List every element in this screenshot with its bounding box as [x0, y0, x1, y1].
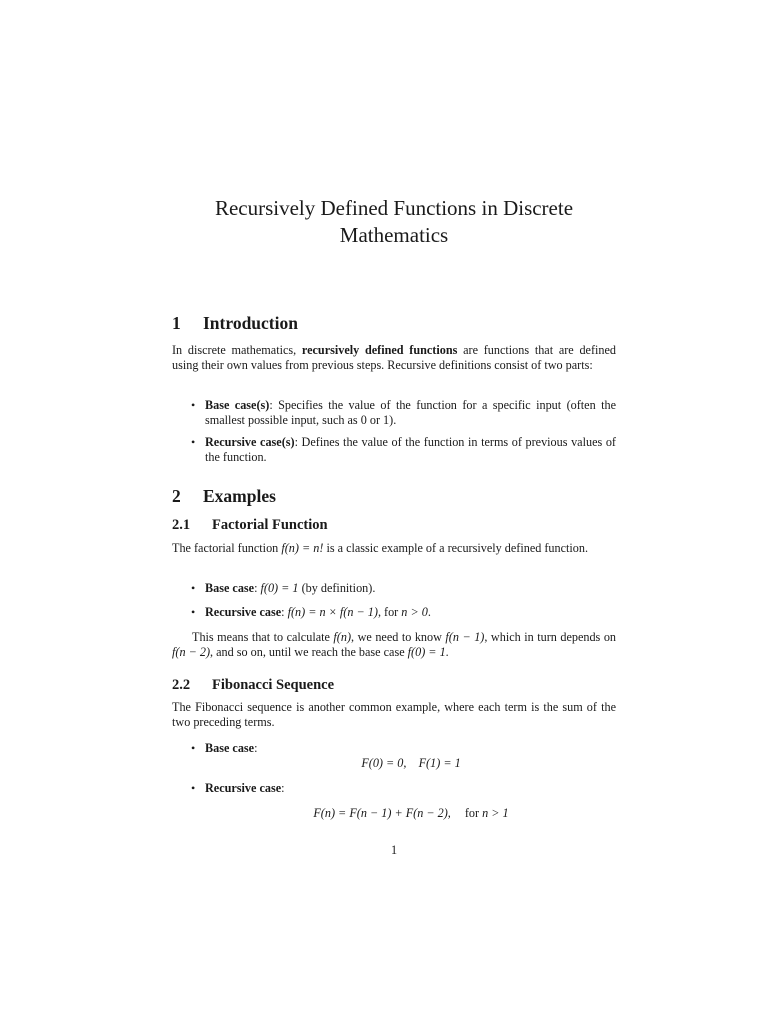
text: : [254, 581, 261, 595]
math-inline: n > 1 [482, 806, 509, 820]
subsection-number: 2.2 [172, 677, 191, 693]
math-inline: f(n − 1) [445, 630, 485, 644]
subsection-title: Factorial Function [212, 517, 328, 533]
text: . [445, 644, 449, 659]
text: , which in turn depends on [484, 630, 617, 644]
math-inline: n > 0 [401, 605, 428, 619]
fibonacci-base-equation [189, 756, 633, 771]
item-bold-label: Recursive case [205, 605, 282, 619]
page-number: 1 [390, 843, 398, 857]
bullet: • [191, 781, 196, 795]
item-bold-label: Base case(s) [205, 398, 270, 412]
text: , we need to know [351, 630, 446, 644]
factorial-intro-paragraph [172, 541, 616, 556]
math-inline: f(n) = n × f(n − 1) [287, 605, 378, 619]
subsection-factorial-heading [172, 516, 328, 534]
list-item-base-cases [191, 398, 617, 427]
math-inline: f(n − 2) [172, 644, 211, 659]
text: is a classic example of a recursively defined function. [323, 541, 589, 555]
bullet: • [191, 605, 196, 619]
math-inline: f(n) [333, 630, 352, 644]
math-display: F(0) = 0, F(1) = 1 [361, 756, 461, 770]
section-number: 1 [172, 313, 181, 333]
item-text: : Specifies the value of the function for a specific input (often the smallest possible input, such as 0 or 1). [205, 398, 617, 427]
section-introduction-heading [172, 312, 298, 334]
text: (by definition). [298, 581, 376, 595]
subsection-fibonacci-heading [172, 676, 334, 694]
bullet: • [191, 435, 196, 449]
text: : [281, 781, 285, 795]
section-title: Introduction [203, 313, 298, 333]
text: , and so on, until we reach the base case [210, 644, 408, 659]
factorial-base-case-item [191, 581, 616, 596]
intro-text-end: are functions that are defined using their own values from previous steps. Recursive definitions consist of two parts: [172, 343, 616, 372]
subsection-title: Fibonacci Sequence [212, 677, 335, 693]
item-bold-label: Recursive case(s) [205, 435, 295, 449]
fibonacci-recursive-equation [189, 806, 633, 821]
text: . [427, 605, 431, 619]
math-inline: f(n) = n! [281, 541, 324, 555]
text: : [281, 605, 288, 619]
title-line-2: Mathematics [339, 223, 449, 247]
list-item-recursive-cases [191, 435, 616, 464]
fibonacci-intro-paragraph: The Fibonacci sequence is another common example, where each term is the sum of the two preceding terms. [172, 700, 616, 729]
text: The factorial function [172, 541, 282, 555]
section-title: Examples [203, 486, 276, 506]
title-line-1: Recursively Defined Functions in Discrete [214, 196, 574, 220]
bullet: • [191, 398, 196, 412]
text: : [254, 741, 258, 755]
fibonacci-base-case-item [191, 741, 616, 756]
bullet: • [191, 581, 196, 595]
subsection-number: 2.1 [172, 517, 191, 533]
text: for [464, 806, 483, 820]
item-text: : Defines the value of the function in terms of previous values of the function. [205, 435, 616, 464]
item-bold-label: Base case [205, 741, 255, 755]
math-inline: f(0) = 1 [260, 581, 299, 595]
item-bold-label: Base case [205, 581, 255, 595]
intro-text-start: In discrete mathematics, [172, 343, 302, 357]
fibonacci-recursive-case-item [191, 781, 616, 796]
section-number: 2 [172, 486, 181, 506]
text: This means that to calculate [192, 630, 334, 644]
factorial-explanation-paragraph [172, 630, 616, 659]
item-bold-label: Recursive case [205, 781, 282, 795]
intro-bold-term: recursively defined functions [301, 343, 458, 357]
bullet: • [191, 741, 196, 755]
factorial-recursive-case-item [191, 605, 616, 620]
intro-paragraph [172, 343, 616, 372]
section-examples-heading [172, 485, 276, 507]
text: , for [377, 605, 402, 619]
math-display: F(n) = F(n − 1) + F(n − 2), [313, 806, 451, 820]
document-title [172, 195, 616, 249]
math-inline: f(0) = 1 [407, 644, 446, 659]
